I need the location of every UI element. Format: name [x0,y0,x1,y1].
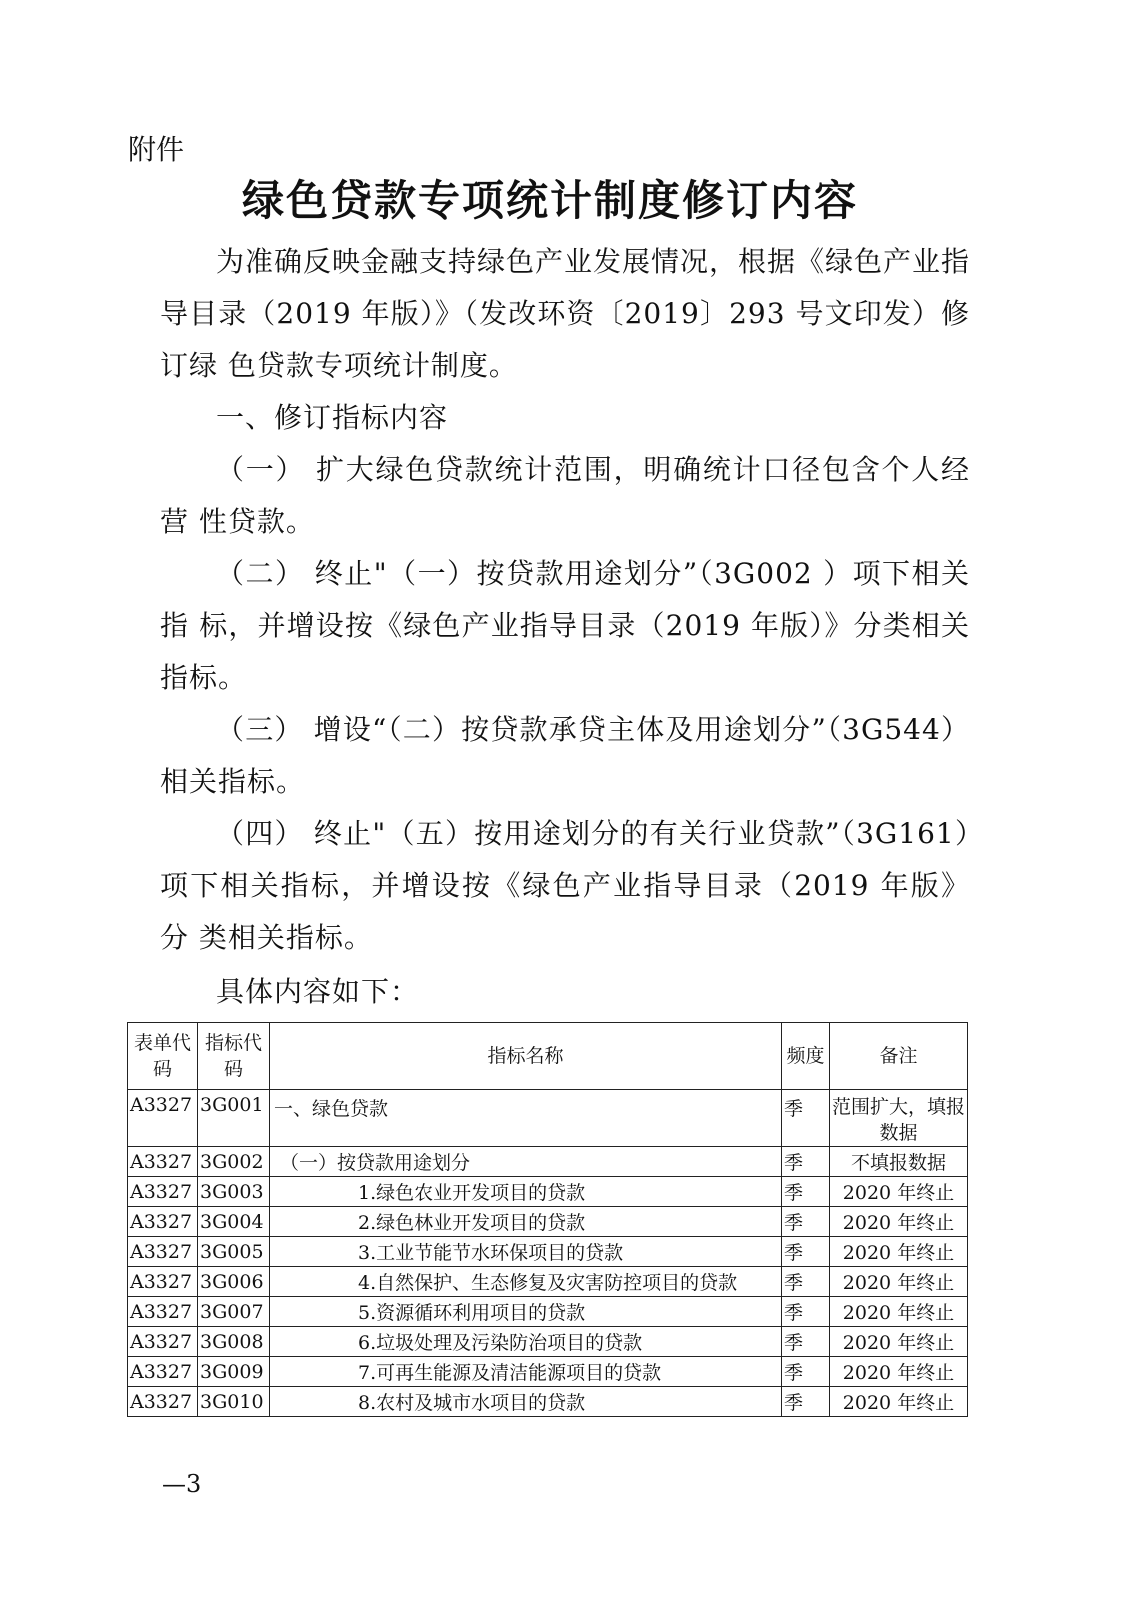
header-indicator-code: 指标代码 [198,1023,270,1090]
cell-indicator-name: 3.工业节能节水环保项目的贷款 [270,1237,782,1267]
cell-indicator-code: 3G006 [198,1267,270,1297]
table-row [128,1090,968,1147]
cell-frequency: 季 [782,1177,830,1207]
cell-indicator-code: 3G009 [198,1357,270,1387]
cell-indicator-name: 2.绿色林业开发项目的贷款 [270,1207,782,1237]
cell-note: 范围扩大，填报数据 [830,1090,968,1147]
cell-frequency: 季 [782,1147,830,1177]
cell-frequency: 季 [782,1327,830,1357]
cell-indicator-code: 3G008 [198,1327,270,1357]
section-heading: 一、修订指标内容 [216,401,449,434]
item-1: （一） 扩大绿色贷款统计范围，明确统计口径包含个人经营 性贷款。 [160,453,970,538]
item-4: （四） 终止"（五）按用途划分的有关行业贷款”（3G161）项下相关指标，并增设按《绿色产业指导目录（2019 年版》分 类相关指标。 [160,817,970,954]
cell-frequency: 季 [782,1357,830,1387]
header-form-code: 表单代码 [128,1023,198,1090]
cell-indicator-code: 3G005 [198,1237,270,1267]
cell-indicator-name: 7.可再生能源及清洁能源项目的贷款 [270,1357,782,1387]
table-row [128,1147,968,1177]
document-title: 绿色贷款专项统计制度修订内容 [241,176,858,225]
cell-frequency: 季 [782,1387,830,1417]
cell-note: 2020 年终止 [830,1387,968,1417]
table-row [128,1207,968,1237]
table-header-row [128,1023,968,1090]
cell-frequency: 季 [782,1207,830,1237]
detail-intro: 具体内容如下： [216,975,420,1008]
cell-indicator-code: 3G003 [198,1177,270,1207]
table-row [128,1297,968,1327]
cell-indicator-code: 3G010 [198,1387,270,1417]
table-row [128,1327,968,1357]
cell-indicator-name: 4.自然保护、生态修复及灾害防控项目的贷款 [270,1267,782,1297]
cell-frequency: 季 [782,1237,830,1267]
cell-note: 2020 年终止 [830,1357,968,1387]
cell-indicator-name: 5.资源循环利用项目的贷款 [270,1297,782,1327]
cell-form-code: A3327 [128,1327,198,1357]
cell-indicator-code: 3G001 [198,1090,270,1147]
cell-note: 不填报数据 [830,1147,968,1177]
cell-note: 2020 年终止 [830,1207,968,1237]
cell-form-code: A3327 [128,1387,198,1417]
cell-indicator-code: 3G004 [198,1207,270,1237]
table-row [128,1177,968,1207]
cell-note: 2020 年终止 [830,1237,968,1267]
indicator-table [127,1022,968,1417]
cell-note: 2020 年终止 [830,1297,968,1327]
cell-form-code: A3327 [128,1237,198,1267]
cell-indicator-code: 3G007 [198,1297,270,1327]
cell-form-code: A3327 [128,1090,198,1147]
cell-frequency: 季 [782,1267,830,1297]
cell-indicator-code: 3G002 [198,1147,270,1177]
header-frequency: 频度 [782,1023,830,1090]
cell-form-code: A3327 [128,1177,198,1207]
attachment-label: 附件 [128,133,185,166]
cell-indicator-name: （一）按贷款用途划分 [270,1147,782,1177]
page-number: —3 [162,1470,202,1498]
table-row [128,1237,968,1267]
cell-form-code: A3327 [128,1357,198,1387]
cell-indicator-name: 8.农村及城市水项目的贷款 [270,1387,782,1417]
cell-form-code: A3327 [128,1297,198,1327]
cell-frequency: 季 [782,1090,830,1147]
cell-note: 2020 年终止 [830,1267,968,1297]
cell-indicator-name: 1.绿色农业开发项目的贷款 [270,1177,782,1207]
cell-form-code: A3327 [128,1207,198,1237]
cell-note: 2020 年终止 [830,1177,968,1207]
header-indicator-name: 指标名称 [270,1023,782,1090]
cell-form-code: A3327 [128,1147,198,1177]
cell-indicator-name: 一、绿色贷款 [270,1090,782,1147]
item-3: （三） 增设“（二）按贷款承贷主体及用途划分”（3G544）相关指标。 [160,713,970,798]
header-note: 备注 [830,1023,968,1090]
table-row [128,1267,968,1297]
intro-paragraph: 为准确反映金融支持绿色产业发展情况，根据《绿色产业指 导目录（2019 年版）》（发改环资〔2019〕293 号文印发）修订绿 色贷款专项统计制度。 [160,245,971,382]
item-2: （二） 终止"（一）按贷款用途划分”（3G002 ）项下相关指 标，并增设按《绿色产业指导目录（2019 年版）》分类相关指标。 [160,557,970,694]
cell-frequency: 季 [782,1297,830,1327]
table-row [128,1357,968,1387]
cell-form-code: A3327 [128,1267,198,1297]
cell-indicator-name: 6.垃圾处理及污染防治项目的贷款 [270,1327,782,1357]
table-row [128,1387,968,1417]
cell-note: 2020 年终止 [830,1327,968,1357]
